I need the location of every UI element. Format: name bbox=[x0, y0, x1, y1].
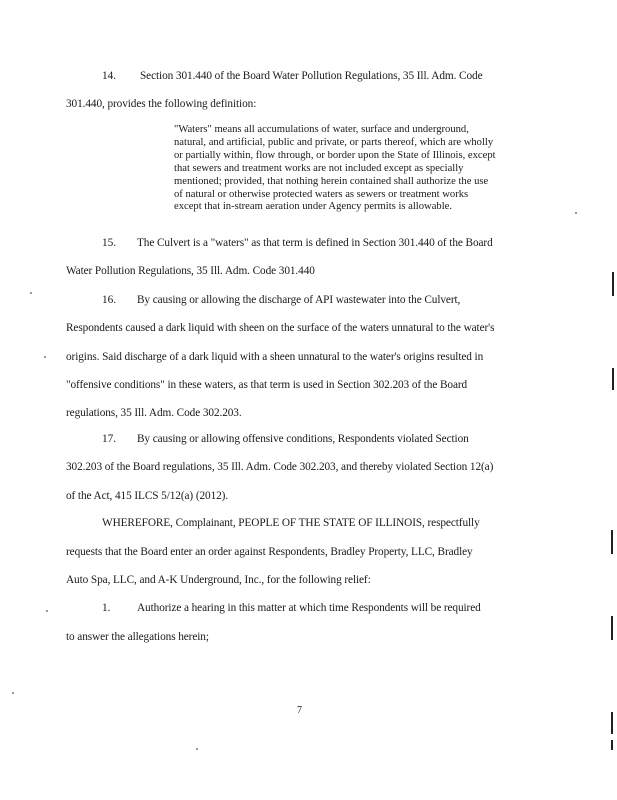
paragraph-16-line-4: "offensive conditions" in these waters, as that term is used in Section 302.203 of the Board bbox=[66, 379, 468, 391]
relief-1-line-1: Authorize a hearing in this matter at which time Respondents will be required bbox=[137, 602, 481, 614]
paragraph-15-number: 15. bbox=[102, 237, 117, 249]
quote-line: of natural or otherwise protected waters as sewers or treatment works bbox=[174, 188, 469, 200]
paragraph-14-line-1: Section 301.440 of the Board Water Pollution Regulations, 35 Ill. Adm. Code bbox=[140, 70, 483, 82]
scan-speck bbox=[46, 610, 48, 612]
paragraph-16-line-3: origins. Said discharge of a dark liquid with a sheen unnatural to the water's origins resulted in bbox=[66, 351, 484, 363]
paragraph-16-line-5: regulations, 35 Ill. Adm. Code 302.203. bbox=[66, 407, 242, 419]
quote-line: or partially within, flow through, or border upon the State of Illinois, except bbox=[174, 149, 496, 161]
scan-speck bbox=[575, 212, 577, 214]
paragraph-17-line-2: 302.203 of the Board regulations, 35 Ill. Adm. Code 302.203, and thereby violated Section 12(a) bbox=[66, 461, 494, 473]
paragraph-17-line-1: By causing or allowing offensive conditions, Respondents violated Section bbox=[137, 433, 469, 445]
paragraph-16-line-2: Respondents caused a dark liquid with sheen on the surface of the waters unnatural to the water's bbox=[66, 322, 495, 334]
quote-line: except that in-stream aeration under Agency permits is allowable. bbox=[174, 201, 452, 213]
paragraph-14-number: 14. bbox=[102, 70, 117, 82]
quote-line: that sewers and treatment works are not included except as specially bbox=[174, 162, 464, 174]
scan-artifact-mark bbox=[612, 368, 614, 390]
paragraph-15-line-1: The Culvert is a "waters" as that term is defined in Section 301.440 of the Board bbox=[137, 237, 493, 249]
page-number: 7 bbox=[297, 705, 302, 716]
scan-speck bbox=[44, 356, 46, 358]
scan-artifact-mark bbox=[611, 616, 613, 640]
paragraph-14-line-2: 301.440, provides the following definition: bbox=[66, 98, 257, 110]
definition-block-quote bbox=[174, 124, 554, 214]
paragraph-17-number: 17. bbox=[102, 433, 117, 445]
scan-speck bbox=[196, 748, 198, 750]
paragraph-17-line-3: of the Act, 415 ILCS 5/12(a) (2012). bbox=[66, 490, 229, 502]
wherefore-line-2: requests that the Board enter an order against Respondents, Bradley Property, LLC, Bradley bbox=[66, 546, 473, 558]
scan-artifact-mark bbox=[611, 530, 613, 554]
scan-artifact-mark bbox=[612, 272, 614, 296]
wherefore-line-3: Auto Spa, LLC, and A-K Underground, Inc., for the following relief: bbox=[66, 574, 371, 586]
paragraph-16-number: 16. bbox=[102, 294, 117, 306]
paragraph-16-line-1: By causing or allowing the discharge of API wastewater into the Culvert, bbox=[137, 294, 461, 306]
scan-artifact-mark bbox=[611, 712, 613, 734]
relief-1-line-2: to answer the allegations herein; bbox=[66, 631, 209, 643]
scan-speck bbox=[30, 292, 32, 294]
quote-line: natural, and artificial, public and private, or parts thereof, which are wholly bbox=[174, 136, 494, 148]
quote-line: mentioned; provided, that nothing herein contained shall authorize the use bbox=[174, 175, 489, 187]
quote-line: "Waters" means all accumulations of water, surface and underground, bbox=[174, 124, 469, 135]
paragraph-15-line-2: Water Pollution Regulations, 35 Ill. Adm. Code 301.440 bbox=[66, 265, 315, 277]
scan-speck bbox=[12, 692, 14, 694]
wherefore-line-1: WHEREFORE, Complainant, PEOPLE OF THE STATE OF ILLINOIS, respectfully bbox=[102, 517, 480, 529]
scan-artifact-mark bbox=[611, 740, 613, 750]
relief-1-number: 1. bbox=[102, 602, 111, 614]
